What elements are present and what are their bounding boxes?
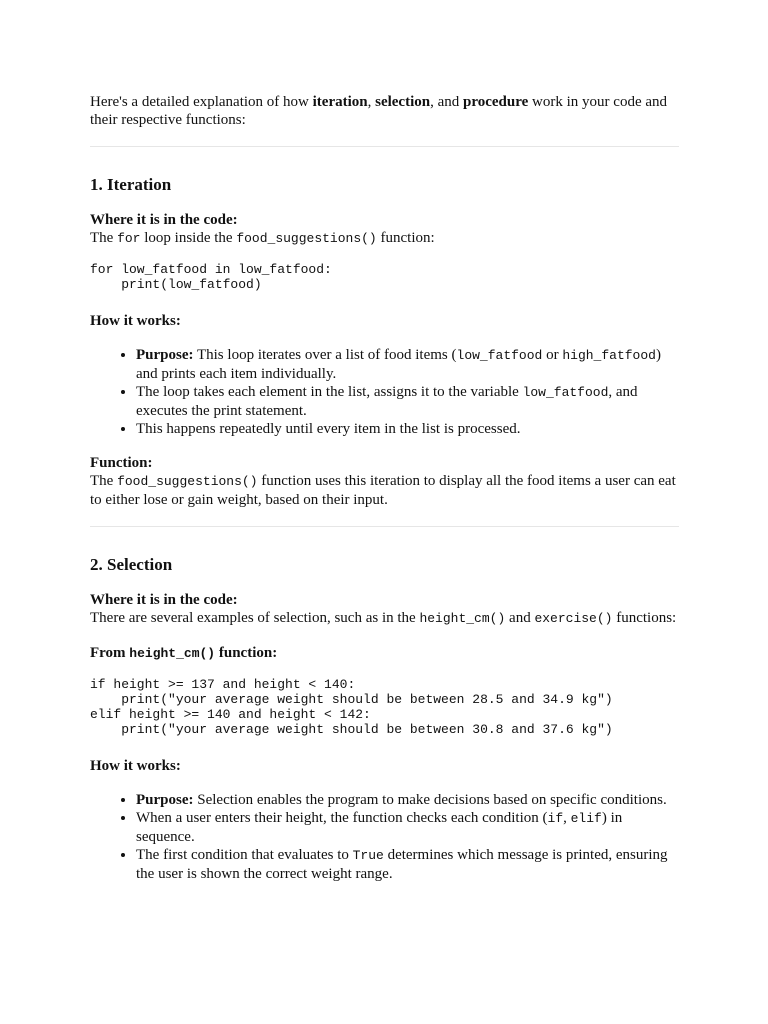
inline-code: if [547, 811, 564, 826]
intro-paragraph [90, 93, 679, 129]
section-heading-iteration: 1. Iteration [90, 175, 172, 194]
bullet-list [90, 791, 679, 883]
where-text [90, 229, 679, 248]
function-text [90, 472, 679, 509]
inline-code: food_suggestions() [236, 231, 377, 246]
text: The first condition that evaluates to [136, 847, 353, 863]
document-body [90, 93, 679, 883]
inline-code: height_cm() [129, 646, 216, 661]
where-text [90, 609, 679, 628]
inline-code: food_suggestions() [117, 474, 258, 489]
intro-text: , and [430, 94, 464, 110]
text: Selection enables the program to make decisions based on specific conditions. [193, 792, 667, 808]
text: functions: [612, 610, 677, 626]
code-block-iteration: for low_fatfood in low_fatfood: print(low_fatfood) [90, 262, 332, 292]
list-item [136, 346, 679, 383]
list-item [136, 846, 679, 883]
section-heading-selection: 2. Selection [90, 555, 173, 574]
code-block-selection: if height >= 137 and height < 140: print("your average weight should be between 28.5 and 34.9 kg") elif height >= 140 and height < 142: print("your average weight should be between 30.8 and 37.6 kg") [90, 677, 613, 737]
inline-code: for [117, 231, 141, 246]
text: The [90, 473, 118, 489]
where-label: Where it is in the code: [90, 592, 238, 608]
text: , and executes the print statement. [136, 384, 638, 419]
inline-code: True [352, 848, 384, 863]
text: ) and prints each item individually. [136, 347, 661, 382]
text: The loop takes each element in the list, assigns it to the variable [136, 384, 523, 400]
inline-code: exercise() [534, 611, 613, 626]
where-label: Where it is in the code: [90, 212, 238, 228]
section-divider [90, 146, 679, 147]
inline-code: elif [570, 811, 602, 826]
text: function uses this iteration to display all the food items a user can eat to either lose or gain weight, based on their input. [90, 473, 676, 508]
text: ) in sequence. [136, 810, 623, 845]
text: When a user enters their height, the function checks each condition ( [136, 810, 548, 826]
inline-code: low_fatfood [522, 385, 609, 400]
inline-code: height_cm() [419, 611, 506, 626]
text: The [90, 230, 118, 246]
intro-text: Here's a detailed explanation of how [90, 94, 313, 110]
text: This happens repeatedly until every item in the list is processed. [136, 421, 521, 437]
list-item [136, 791, 679, 809]
intro-text: work in your code and their respective functions: [90, 94, 668, 128]
text: or [542, 347, 563, 363]
how-label: How it works: [90, 758, 181, 774]
text: This loop iterates over a list of food items ( [193, 347, 457, 363]
bold-label: Purpose: [136, 792, 194, 808]
intro-bold-selection: selection [375, 94, 431, 110]
list-item [136, 420, 679, 438]
section-divider [90, 526, 679, 527]
intro-text: , [367, 94, 376, 110]
text: From [90, 645, 130, 661]
how-label: How it works: [90, 313, 181, 329]
intro-bold-iteration: iteration [312, 94, 368, 110]
text: , [563, 810, 571, 826]
list-item [136, 809, 679, 846]
text: function: [376, 230, 435, 246]
inline-code: low_fatfood [456, 348, 543, 363]
from-label [90, 644, 679, 663]
text: There are several examples of selection, such as in the [90, 610, 420, 626]
bold-label: Purpose: [136, 347, 194, 363]
bullet-list [90, 346, 679, 438]
text: determines which message is printed, ensuring the user is shown the correct weight range. [136, 847, 668, 882]
text: and [505, 610, 535, 626]
text: function: [215, 645, 278, 661]
text: loop inside the [140, 230, 237, 246]
intro-bold-procedure: procedure [463, 94, 529, 110]
function-label: Function: [90, 455, 153, 471]
list-item [136, 383, 679, 420]
inline-code: high_fatfood [562, 348, 656, 363]
